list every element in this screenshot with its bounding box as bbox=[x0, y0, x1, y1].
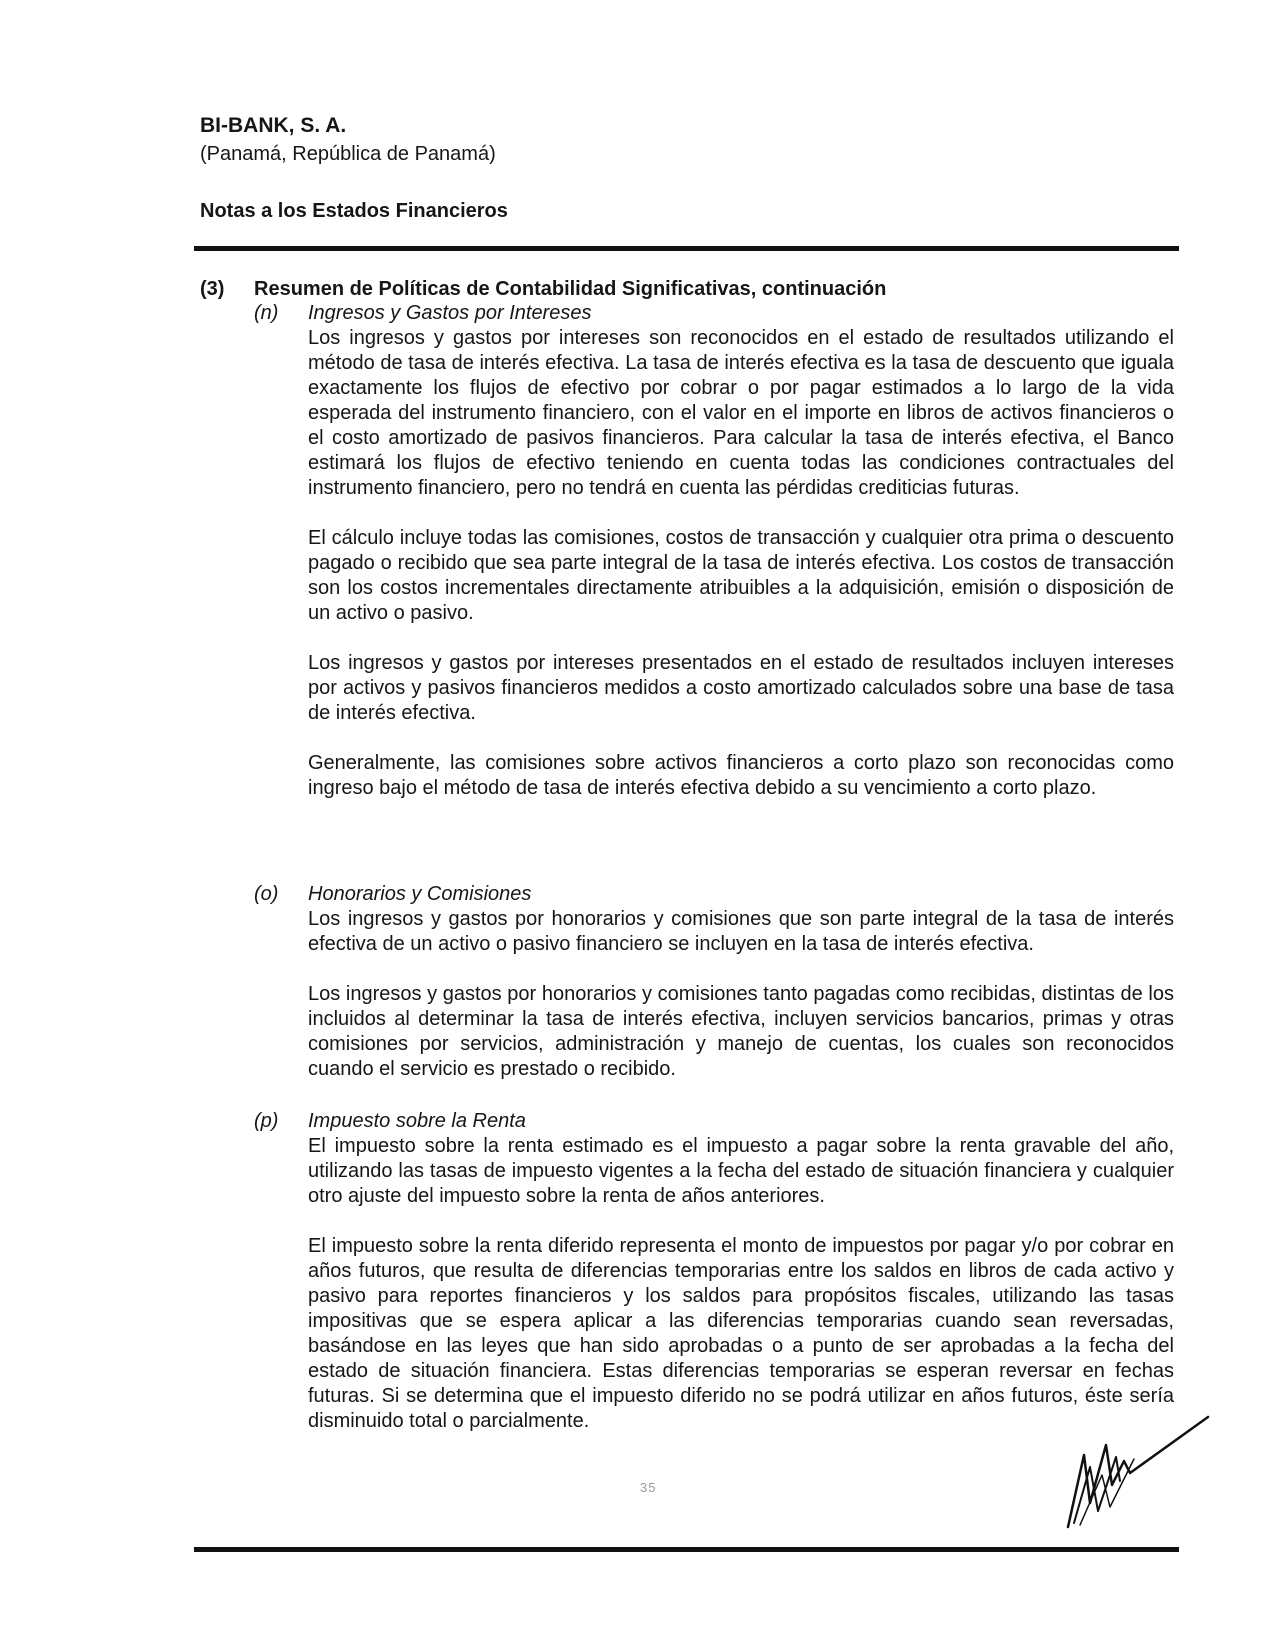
document-header bbox=[200, 113, 508, 224]
subsection-letter: (p) bbox=[254, 1110, 279, 1132]
subsection-interest bbox=[254, 301, 1174, 801]
company-location: (Panamá, República de Panamá) bbox=[200, 143, 496, 165]
footer-divider bbox=[194, 1547, 1179, 1552]
paragraph: Generalmente, las comisiones sobre activos financieros a corto plazo son reconocidas como ingreso bajo el método de tasa de interés efectiva debido a su vencimiento a corto plazo. bbox=[308, 752, 1174, 799]
paragraph: Los ingresos y gastos por intereses presentados en el estado de resultados incluyen intereses por activos y pasivos financieros medidos a costo amortizado calculados sobre una base de tasa de interés efectiva. bbox=[308, 652, 1174, 724]
subsection-title: Honorarios y Comisiones bbox=[308, 883, 532, 905]
subsection-letter: (n) bbox=[254, 302, 279, 324]
paragraph: Los ingresos y gastos por honorarios y comisiones tanto pagadas como recibidas, distintas de los incluidos al determinar la tasa de interés efectiva, incluyen servicios bancarios, primas y otras comisiones por servicios, administración y manejo de cuentas, los cuales son reconocidos cuando el servicio es prestado o recibido. bbox=[308, 983, 1174, 1080]
paragraph: Los ingresos y gastos por intereses son reconocidos en el estado de resultados utilizando el método de tasa de interés efectiva. La tasa de interés efectiva es la tasa de descuento que iguala exactamente los flujos de efectivo por cobrar o por pagar estimados a lo largo de la vida esperada del instrumento financiero, con el valor en el importe en libros de activos financieros o el costo amortizado de pasivos financieros. Para calcular la tasa de interés efectiva, el Banco estimará los flujos de efectivo teniendo en cuenta todas las condiciones contractuales del instrumento financiero, pero no tendrá en cuenta las pérdidas crediticias futuras. bbox=[308, 327, 1174, 499]
subsection-title: Impuesto sobre la Renta bbox=[308, 1110, 526, 1132]
subsection-income-tax bbox=[254, 1109, 1174, 1434]
paragraph: El impuesto sobre la renta diferido representa el monto de impuestos por pagar y/o por cobrar en años futuros, que resulta de diferencias temporarias entre los saldos en libros de cada activo y pasivo para reportes financieros y los saldos para propósitos fiscales, utilizando las tasas impositivas que se espera aplicar a las diferencias temporarias cuando sean reversadas, basándose en las leyes que han sido aprobadas o a punto de ser aprobadas a la fecha del estado de situación financiera. Estas diferencias temporarias se esperan reversar en fechas futuras. Si se determina que el impuesto diferido no se podrá utilizar en años futuros, éste sería disminuido total o parcialmente. bbox=[308, 1235, 1174, 1432]
subsection-letter: (o) bbox=[254, 883, 279, 905]
section-title: Resumen de Políticas de Contabilidad Significativas, continuación bbox=[254, 278, 887, 300]
section-heading bbox=[200, 276, 886, 302]
subsection-fees bbox=[254, 882, 1174, 1082]
section-number: (3) bbox=[200, 278, 225, 300]
company-name: BI-BANK, S. A. bbox=[200, 114, 347, 137]
signature-icon bbox=[1060, 1415, 1210, 1535]
document-title: Notas a los Estados Financieros bbox=[200, 200, 508, 222]
page-number: 35 bbox=[640, 1480, 657, 1495]
header-divider bbox=[194, 246, 1179, 251]
paragraph: Los ingresos y gastos por honorarios y comisiones que son parte integral de la tasa de interés efectiva de un activo o pasivo financiero se incluyen en la tasa de interés efectiva. bbox=[308, 908, 1174, 955]
paragraph: El impuesto sobre la renta estimado es el impuesto a pagar sobre la renta gravable del año, utilizando las tasas de impuesto vigentes a la fecha del estado de situación financiera y cualquier otro ajuste del impuesto sobre la renta de años anteriores. bbox=[308, 1135, 1174, 1207]
subsection-title: Ingresos y Gastos por Intereses bbox=[308, 302, 592, 324]
paragraph: El cálculo incluye todas las comisiones, costos de transacción y cualquier otra prima o descuento pagado o recibido que sea parte integral de la tasa de interés efectiva. Los costos de transacción son los costos incrementales directamente atribuibles a la adquisición, emisión o disposición de un activo o pasivo. bbox=[308, 527, 1174, 624]
